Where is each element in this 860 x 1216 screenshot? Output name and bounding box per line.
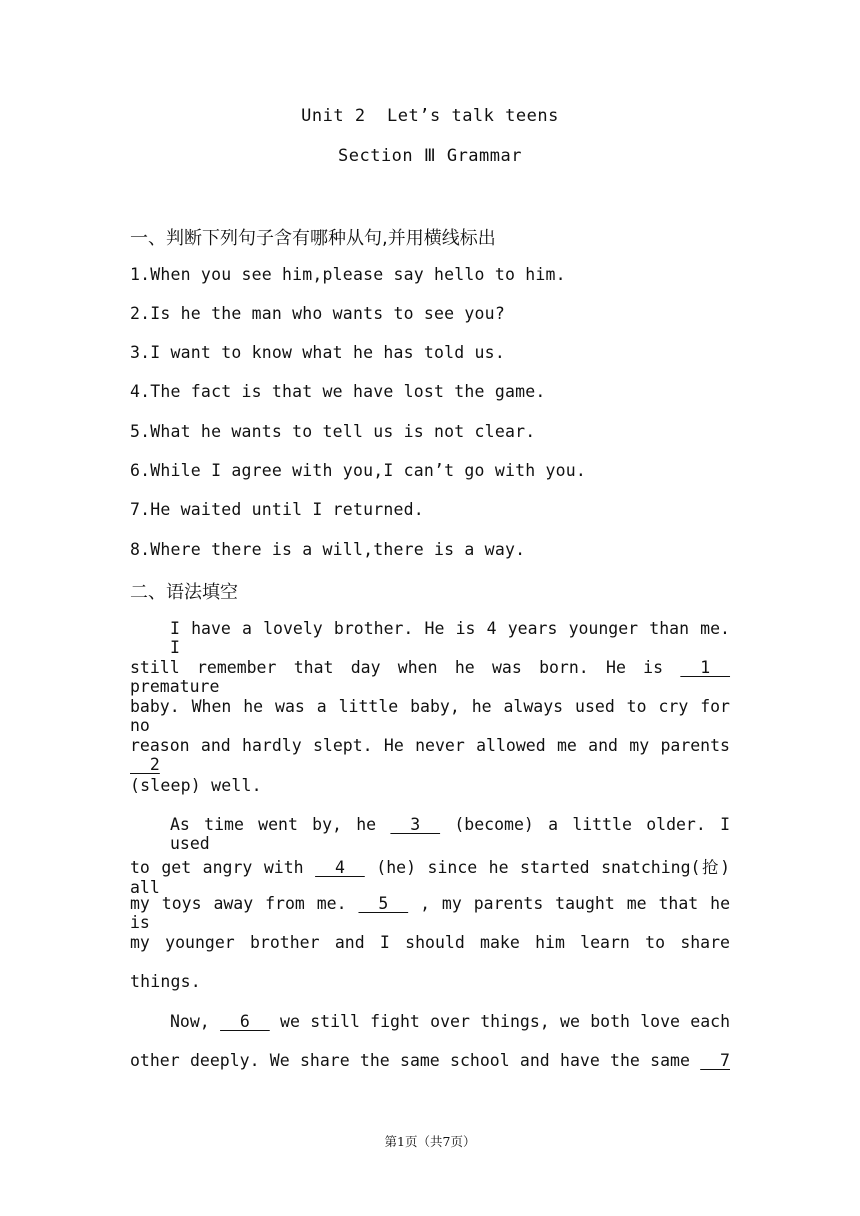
- passage-text: we still fight over things, we both love each: [280, 1012, 731, 1031]
- sentence-item: 1.When you see him,please say hello to him.: [130, 265, 566, 284]
- passage-line: [130, 658, 730, 696]
- passage-line: [130, 736, 730, 774]
- part2-heading: 二、语法填空: [130, 582, 238, 603]
- sentence-item: 6.While I agree with you,I can’t go with you.: [130, 461, 587, 480]
- blank-5: 5: [358, 894, 409, 913]
- passage-text: (he) since he started snatching(抢) all: [130, 858, 730, 897]
- sentence-item: 8.Where there is a will,there is a way.: [130, 540, 526, 559]
- blank-4: 4: [315, 858, 365, 877]
- passage-text: my toys away from me.: [130, 894, 347, 913]
- passage-text: premature: [130, 677, 220, 696]
- passage-line: [130, 1051, 730, 1070]
- passage-text: Now,: [170, 1012, 210, 1031]
- passage-text: other deeply. We share the same school and have the same: [130, 1051, 690, 1070]
- passage-text: , my parents taught me that he is: [130, 894, 730, 932]
- sentence-item: 2.Is he the man who wants to see you?: [130, 304, 505, 323]
- part1-heading: 一、判断下列句子含有哪种从句,并用横线标出: [130, 228, 496, 249]
- blank-7: 7: [700, 1051, 730, 1070]
- passage-line: (sleep) well.: [130, 776, 262, 795]
- section-title: Section Ⅲ Grammar: [338, 146, 522, 166]
- page-footer: 第1页（共7页）: [384, 1134, 476, 1149]
- sentence-item: 3.I want to know what he has told us.: [130, 343, 505, 362]
- passage-line: [130, 854, 730, 897]
- passage-line: baby. When he was a little baby, he always used to cry for no: [130, 697, 730, 735]
- passage-line: things.: [130, 972, 201, 991]
- passage-text: still remember that day when he was born. He is: [130, 658, 664, 677]
- unit-title: Unit 2 Let’s talk teens: [301, 106, 559, 126]
- passage-text: As time went by, he: [170, 815, 377, 834]
- blank-6: 6: [220, 1012, 270, 1031]
- sentence-item: 7.He waited until I returned.: [130, 500, 424, 519]
- sentence-item: 4.The fact is that we have lost the game.: [130, 382, 546, 401]
- passage-line: my younger brother and I should make him learn to share: [130, 933, 730, 952]
- passage-line: [130, 894, 730, 932]
- passage-text: reason and hardly slept. He never allowed me and my parents: [130, 736, 730, 755]
- passage-text: (become) a little older. I used: [170, 815, 731, 853]
- passage-text: to get angry with: [130, 858, 304, 877]
- passage-line: [170, 815, 730, 853]
- passage-line: [170, 1012, 730, 1031]
- blank-3: 3: [390, 815, 441, 834]
- blank-2: 2: [130, 755, 160, 774]
- passage-line: I have a lovely brother. He is 4 years younger than me. I: [170, 619, 730, 657]
- sentence-item: 5.What he wants to tell us is not clear.: [130, 422, 536, 441]
- blank-1: 1: [680, 658, 731, 677]
